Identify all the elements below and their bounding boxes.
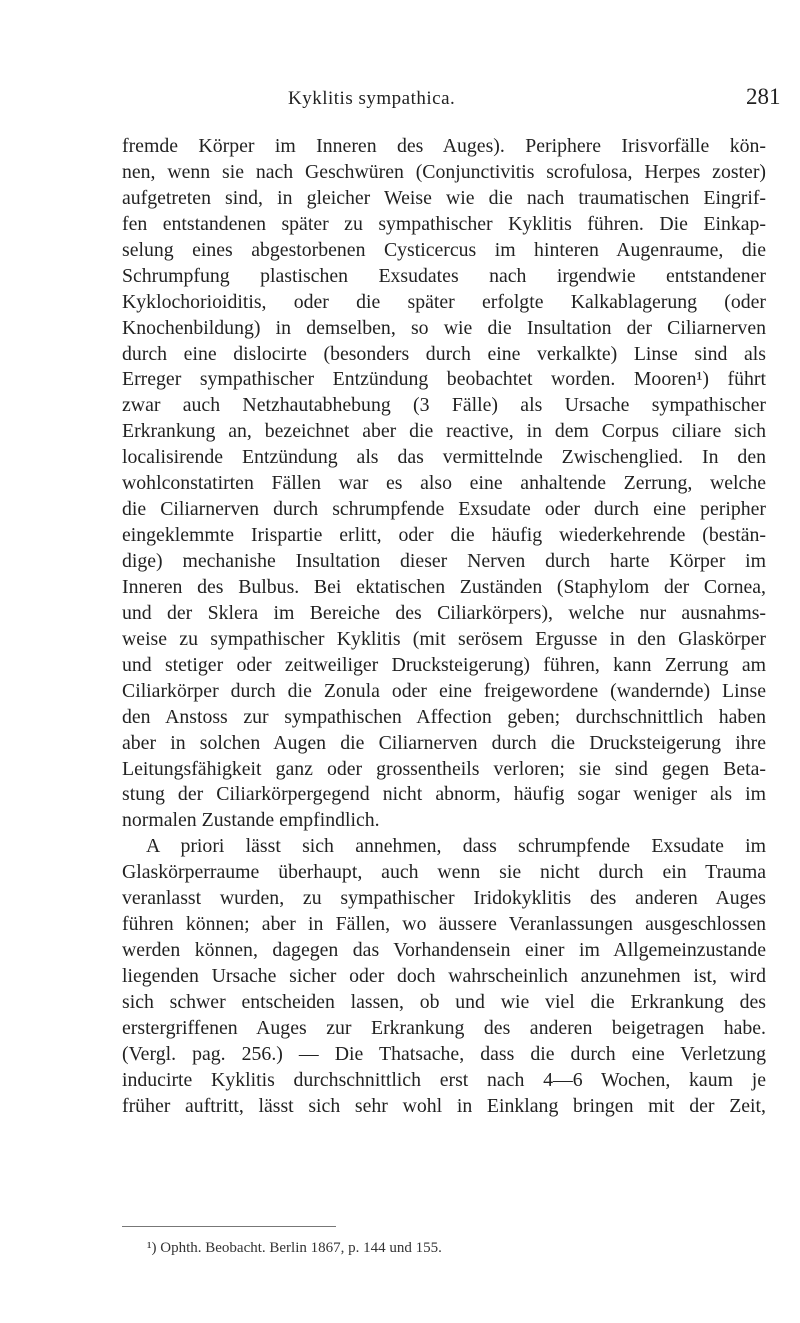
text-line: wohlconstatirten Fällen war es also eine anhaltende Zerrung, welche xyxy=(122,472,766,495)
text-line: Schrumpfung plastischen Exsudates nach irgendwie entstandener xyxy=(122,264,766,287)
text-line: veranlasst wurden, zu sympathischer Iridokyklitis des anderen Auges xyxy=(122,887,766,910)
text-line: führen können; aber in Fällen, wo äussere Veranlassungen ausgeschlossen xyxy=(122,913,766,936)
text-line: und der Sklera im Bereiche des Ciliarkörpers), welche nur ausnahms- xyxy=(122,601,766,624)
text-line: Kyklochorioiditis, oder die später erfolgte Kalkablagerung (oder xyxy=(122,290,766,313)
text-line: selung eines abgestorbenen Cysticercus im hinteren Augenraume, die xyxy=(122,238,766,261)
text-line: weise zu sympathischer Kyklitis (mit serösem Ergusse in den Glaskörper xyxy=(122,627,766,650)
text-line: sich schwer entscheiden lassen, ob und wie viel die Erkrankung des xyxy=(122,990,766,1013)
text-line: erstergriffenen Auges zur Erkrankung des anderen beigetragen habe. xyxy=(122,1016,766,1039)
text-line: werden können, dagegen das Vorhandensein einer im Allgemeinzustande xyxy=(122,939,766,962)
text-line: Erreger sympathischer Entzündung beobachtet worden. Mooren¹) führt xyxy=(122,368,766,391)
text-line: liegenden Ursache sicher oder doch wahrscheinlich anzunehmen ist, wird xyxy=(122,965,766,987)
text-line: durch eine dislocirte (besonders durch eine verkalkte) Linse sind als xyxy=(122,342,766,365)
text-line: aufgetreten sind, in gleicher Weise wie die nach traumatischen Eingrif- xyxy=(122,186,766,209)
footnote: ¹) Ophth. Beobacht. Berlin 1867, p. 144 und 155. xyxy=(147,1240,442,1256)
page-number: 281 xyxy=(746,84,781,109)
text-line: aber in solchen Augen die Ciliarnerven durch die Drucksteigerung ihre xyxy=(122,731,766,754)
footnote-divider xyxy=(122,1226,336,1227)
text-line: A priori lässt sich annehmen, dass schrumpfende Exsudate im xyxy=(146,835,766,858)
running-title: Kyklitis sympathica. xyxy=(288,88,456,109)
text-line: normalen Zustande empfindlich. xyxy=(122,809,380,832)
text-line: inducirte Kyklitis durchschnittlich erst nach 4—6 Wochen, kaum je xyxy=(122,1068,766,1091)
text-line: Leitungsfähigkeit ganz oder grossentheils verloren; sie sind gegen Beta- xyxy=(122,757,766,780)
text-line: eingeklemmte Irispartie erlitt, oder die häufig wiederkehrende (bestän- xyxy=(122,524,766,547)
text-line: dige) mechanishe Insultation dieser Nerven durch harte Körper im xyxy=(122,550,766,572)
text-line: fen entstandenen später zu sympathischer Kyklitis führen. Die Einkap- xyxy=(122,212,766,235)
text-line: und stetiger oder zeitweiliger Drucksteigerung) führen, kann Zerrung am xyxy=(122,653,766,676)
text-line: Inneren des Bulbus. Bei ektatischen Zuständen (Staphylom der Cornea, xyxy=(122,575,766,598)
text-line: localisirende Entzündung als das vermittelnde Zwischenglied. In den xyxy=(122,446,766,469)
text-line: fremde Körper im Inneren des Auges). Periphere Irisvorfälle kön- xyxy=(122,135,766,157)
text-line: früher auftritt, lässt sich sehr wohl in Einklang bringen mit der Zeit, xyxy=(122,1094,766,1117)
text-line: nen, wenn sie nach Geschwüren (Conjunctivitis scrofulosa, Herpes zoster) xyxy=(122,160,766,183)
text-line: Knochenbildung) in demselben, so wie die Insultation der Ciliarnerven xyxy=(122,316,766,339)
text-line: Glaskörperraume überhaupt, auch wenn sie nicht durch ein Trauma xyxy=(122,861,766,884)
text-line: den Anstoss zur sympathischen Affection geben; durchschnittlich haben xyxy=(122,705,766,728)
text-line: (Vergl. pag. 256.) — Die Thatsache, dass die durch eine Verletzung xyxy=(122,1042,766,1065)
text-line: die Ciliarnerven durch schrumpfende Exsudate oder durch eine peripher xyxy=(122,498,766,521)
body-text xyxy=(122,134,766,1120)
text-line: Erkrankung an, bezeichnet aber die reactive, in dem Corpus ciliare sich xyxy=(122,420,766,443)
text-line: Ciliarkörper durch die Zonula oder eine freigewordene (wandernde) Linse xyxy=(122,679,766,702)
text-line: zwar auch Netzhautabhebung (3 Fälle) als Ursache sympathischer xyxy=(122,394,766,417)
text-line: stung der Ciliarkörpergegend nicht abnorm, häufig sogar weniger als im xyxy=(122,783,766,806)
page-header xyxy=(0,84,800,118)
